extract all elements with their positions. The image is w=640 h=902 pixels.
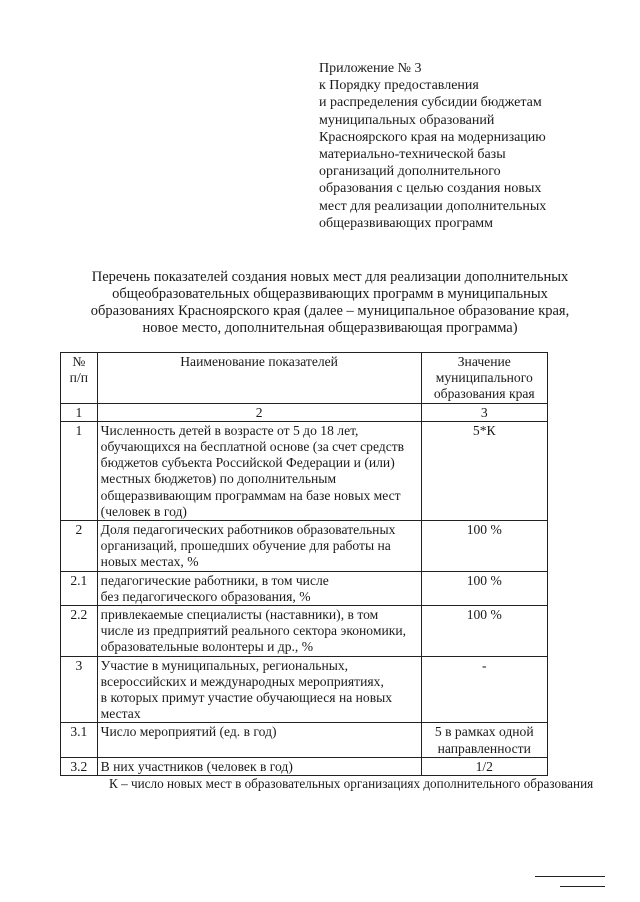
header-name-text: Наименование показателей: [180, 354, 338, 369]
row-value-cell: [421, 421, 547, 520]
table-row: [61, 757, 548, 775]
row-value-cell: [421, 606, 547, 657]
row-name-cell: [97, 606, 421, 657]
column-number-row: [61, 403, 548, 421]
header-name-cell: [97, 353, 421, 404]
indicators-table: [60, 352, 548, 776]
table-row: [61, 606, 548, 657]
table-row: [61, 421, 548, 520]
row-name-cell: [97, 571, 421, 605]
table-row: [61, 521, 548, 572]
header-num-line: п/п: [69, 370, 88, 386]
row-value-cell: [421, 723, 547, 757]
header-value-line: Значение: [457, 354, 511, 369]
document-title: [60, 269, 600, 337]
row-num-cell: 3.1: [61, 723, 98, 757]
row-value-line: 1/2: [475, 758, 493, 774]
row-value-line: -: [482, 657, 487, 673]
row-value-line: 100 %: [466, 607, 502, 623]
row-num-cell: 2: [61, 521, 98, 572]
scan-mark: [560, 886, 605, 887]
appendix-line: общеразвивающих программ: [319, 215, 494, 231]
row-name-line: обучающихся на бесплатной основе (за счет средств: [100, 439, 405, 455]
row-name-cell: [97, 521, 421, 572]
appendix-line: и распределения субсидии бюджетам: [319, 95, 542, 111]
row-value-line: 5 в рамках одной: [434, 724, 534, 740]
appendix-line: к Порядку предоставления: [319, 78, 479, 94]
row-name-line: без педагогического образования, %: [100, 588, 311, 604]
appendix-line: Приложение № 3: [319, 61, 422, 76]
row-num-cell: 2.2: [61, 606, 98, 657]
colnum-cell: 2: [97, 403, 421, 421]
row-name-line: образовательные волонтеры и др., %: [100, 639, 314, 655]
row-name-cell: [97, 421, 421, 520]
row-value-line: 100 %: [466, 522, 502, 538]
title-line: новое место, дополнительная общеразвивающая программа): [142, 320, 518, 336]
row-name-cell: [97, 656, 421, 723]
title-line: образованиях Красноярского края (далее – муниципальное образование края,: [90, 303, 570, 319]
footnote: К – число новых мест в образовательных организациях дополнительного образования: [109, 776, 594, 791]
scan-mark: [535, 876, 605, 877]
header-value-line: образования края: [433, 386, 535, 402]
row-name-line: местных бюджетов) по дополнительным: [100, 471, 337, 487]
table-row: [61, 656, 548, 723]
row-name-line: организаций, прошедших обучение для работы на: [100, 538, 391, 554]
colnum-cell: 3: [421, 403, 547, 421]
header-num-line: №: [72, 354, 86, 369]
row-num-cell: 1: [61, 421, 98, 520]
row-value-cell: [421, 656, 547, 723]
row-name-line: Доля педагогических работников образовательных: [100, 522, 396, 538]
appendix-line: муниципальных образований: [319, 112, 495, 128]
row-num-cell: 3.2: [61, 757, 98, 775]
row-name-line: бюджетов субъекта Российской Федерации и (или): [100, 455, 395, 471]
title-line: общеобразовательных общеразвивающих программ в муниципальных: [112, 286, 548, 302]
row-name-line: Число мероприятий (ед. в год): [100, 724, 277, 740]
row-name-line: Численность детей в возрасте от 5 до 18 лет,: [100, 422, 359, 438]
row-name-line: новых местах, %: [100, 554, 199, 570]
row-name-line: (человек в год): [100, 503, 187, 519]
appendix-line: мест для реализации дополнительных: [319, 198, 547, 214]
row-name-cell: [97, 757, 421, 775]
table-header-row: [61, 353, 548, 404]
title-line: Перечень показателей создания новых мест для реализации дополнительных: [91, 269, 569, 285]
row-name-line: всероссийских и международных мероприятиях,: [100, 673, 384, 689]
row-value-line: направленности: [437, 740, 531, 756]
row-value-line: 100 %: [466, 572, 502, 588]
row-name-line: общеразвивающим программам на базе новых мест: [100, 487, 401, 503]
colnum-cell: 1: [61, 403, 98, 421]
appendix-line: организаций дополнительного: [319, 164, 501, 180]
row-name-line: педагогические работники, в том числе: [100, 572, 329, 588]
table-row: [61, 723, 548, 757]
header-value-cell: [421, 353, 547, 404]
appendix-line: образования с целью создания новых: [319, 181, 542, 197]
row-name-line: привлекаемые специалисты (наставники), в том: [100, 607, 379, 623]
table-row: [61, 571, 548, 605]
row-name-line: В них участников (человек в год): [100, 758, 293, 774]
row-num-cell: 3: [61, 656, 98, 723]
header-value-line: муниципального: [435, 370, 533, 386]
row-value-line: 5*К: [472, 422, 496, 438]
row-num-cell: 2.1: [61, 571, 98, 605]
row-value-cell: [421, 757, 547, 775]
row-name-line: в которых примут участие обучающиеся на новых: [100, 690, 393, 706]
row-name-cell: [97, 723, 421, 757]
appendix-line: материально-технической базы: [319, 147, 506, 163]
row-value-cell: [421, 571, 547, 605]
table-body: [61, 353, 548, 776]
row-name-line: числе из предприятий реального сектора экономики,: [100, 623, 406, 639]
header-num-cell: [61, 353, 98, 404]
row-value-cell: [421, 521, 547, 572]
appendix-line: Красноярского края на модернизацию: [319, 129, 546, 145]
appendix-heading: [319, 60, 619, 232]
row-name-line: местах: [100, 706, 141, 722]
row-name-line: Участие в муниципальных, региональных,: [100, 657, 349, 673]
